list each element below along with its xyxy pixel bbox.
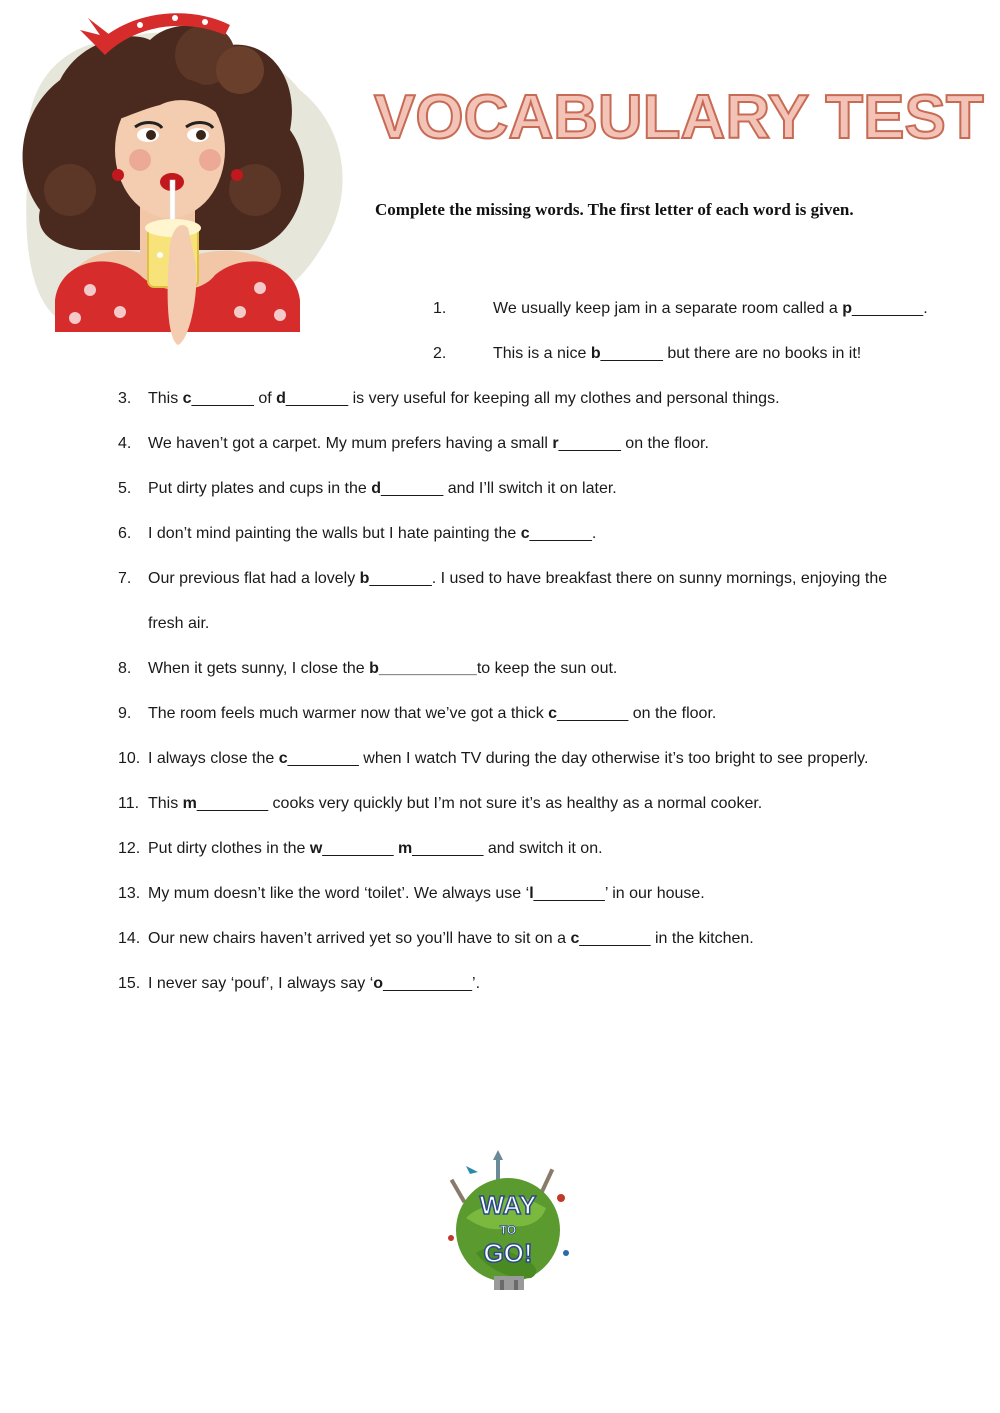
question-number: 5. [118,480,132,497]
instructions-text: Complete the missing words. The first letter of each word is given. [375,200,854,219]
way-to-go-logo [426,1148,586,1298]
question-number: 15. [118,975,141,992]
question-text: We haven’t got a carpet. My mum prefers having a small r_______ on the floor. [148,435,709,452]
page-title: VOCABULARY TEST [374,83,984,152]
question-number: 4. [118,435,132,452]
question-number: 14. [118,930,141,947]
logo-text-go: GO! [483,1238,533,1268]
question-text: Put dirty clothes in the w________ m________ and switch it on. [148,840,603,857]
question-number: 8. [118,660,132,677]
question-text: Our previous flat had a lovely b_______. I used to have breakfast there on sunny mornings, enjoying the [148,570,888,587]
question-text: Put dirty plates and cups in the d_______ and I’ll switch it on later. [148,480,617,497]
question-number: 9. [118,705,132,722]
logo-text-way: WAY [479,1190,537,1220]
question-text: My mum doesn’t like the word ‘toilet’. We always use ‘l________’ in our house. [148,885,705,902]
question-text: This m________ cooks very quickly but I’m not sure it’s as healthy as a normal cooker. [148,795,763,812]
question-text: This c_______ of d_______ is very useful for keeping all my clothes and personal things. [148,390,780,407]
logo-text-to: TO [499,1223,517,1237]
question-number: 13. [118,885,141,902]
question-text: When it gets sunny, I close the b___________to keep the sun out. [148,660,618,677]
question-number: 12. [118,840,141,857]
question-text: Our new chairs haven’t arrived yet so you’ll have to sit on a c________ in the kitchen. [148,930,754,947]
question-number: 6. [118,525,132,542]
question-number: 3. [118,390,132,407]
question-number: 10. [118,750,141,767]
question-text: The room feels much warmer now that we’ve got a thick c________ on the floor. [148,705,717,722]
question-number: 7. [118,570,132,587]
question-item-continuation [148,614,209,634]
question-number: 1. [433,300,447,317]
question-text: fresh air. [148,615,210,632]
question-text: I don’t mind painting the walls but I hate painting the c_______. [148,525,597,542]
question-text: We usually keep jam in a separate room called a p________. [493,300,928,317]
girl-drinking-illustration [0,0,360,360]
question-text: I always close the c________ when I watch TV during the day otherwise it’s too bright to see properly. [148,750,869,767]
question-text: This is a nice b_______ but there are no books in it! [493,345,862,362]
question-number: 2. [433,345,447,362]
question-text: I never say ‘pouf’, I always say ‘o__________’. [148,975,481,992]
question-number: 11. [118,795,140,812]
